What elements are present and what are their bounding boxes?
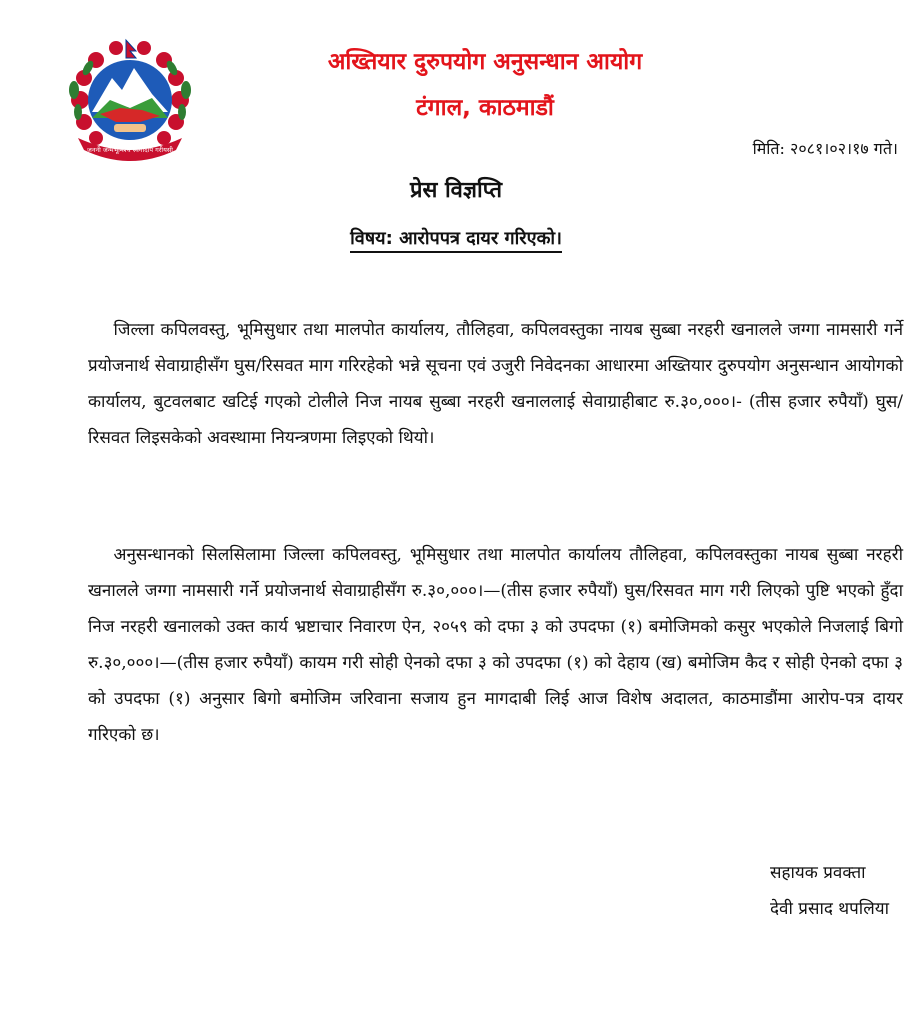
paragraph-text: अनुसन्धानको सिलसिलामा जिल्ला कपिलवस्तु, भूमिसुधार तथा मालपोत कार्यालय तौलिहवा, कपिलवस्तुका नायब सुब्बा नरहरी खनालले जग्गा नामसारी गर्ने प्रयोजनार्थ सेवाग्राहीसँग रु.३०,०००।—(तीस हजार रुपैयाँ) घुस/रिसवत माग गरी लिएको पुष्टि भएको हुँदा निज नरहरी खनालको उक्त कार्य भ्रष्टाचार निवारण ऐन, २०५९ को दफा ३ को उपदफा (१) बमोजिमको कसुर भएकोले निजलाई बिगो रु.३०,०००।—(तीस हजार रुपैयाँ) कायम गरी सोही ऐनको दफा ३ को उपदफा (१) को देहाय (ख) बमोजिम कैद र सोही ऐनको दफा ३ को उपदफा (१) अनुसार बिगो बमोजिम जरिवाना सजाय हुन मागदाबी लिई आज विशेष अदालत, काठमाडौंमा आरोप-पत्र दायर गरिएको छ। [88, 545, 903, 745]
nepal-emblem-icon [60, 38, 200, 162]
date-line: मिति: २०८१।०२।१७ गते। [752, 139, 898, 158]
signature-block [708, 855, 898, 927]
paragraph-text: जिल्ला कपिलवस्तु, भूमिसुधार तथा मालपोत कार्यालय, तौलिहवा, कपिलवस्तुका नायब सुब्बा नरहरी खनालले जग्गा नामसारी गर्ने प्रयोजनार्थ सेवाग्राहीसँग घुस/रिसवत माग गरिरहेको भन्ने सूचना एवं उजुरी निवेदनका आधारमा अख्तियार दुरुपयोग अनुसन्धान आयोगको कार्यालय, बुटवलबाट खटिई गएको टोलीले निज नायब सुब्बा नरहरी खनाललाई सेवाग्राहीबाट रु.३०,०००।- (तीस हजार रुपैयाँ) घुस/रिसवत लिइसकेको अवस्थामा नियन्त्रणमा लिइएको थियो। [88, 320, 903, 448]
emblem-motto: जननी जन्मभूमिश्च स्वर्गादपि गरीयसी [87, 146, 173, 154]
organization-name: अख्तियार दुरुपयोग अनुसन्धान आयोग [327, 49, 643, 75]
subject-label: विषय: [350, 228, 393, 249]
body-paragraph-1 [88, 312, 903, 456]
document-title: प्रेस विज्ञप्ति [409, 178, 503, 203]
signatory-name: देवी प्रसाद थपलिया [770, 899, 889, 919]
subject-block [350, 228, 562, 253]
signatory-designation: सहायक प्रवक्ता [770, 863, 866, 883]
subject-text: आरोपपत्र दायर गरिएको। [399, 228, 562, 249]
subject-line [0, 226, 912, 250]
body-paragraph-2 [88, 537, 903, 753]
organization-address: टंगाल, काठमाडौं [416, 95, 554, 121]
